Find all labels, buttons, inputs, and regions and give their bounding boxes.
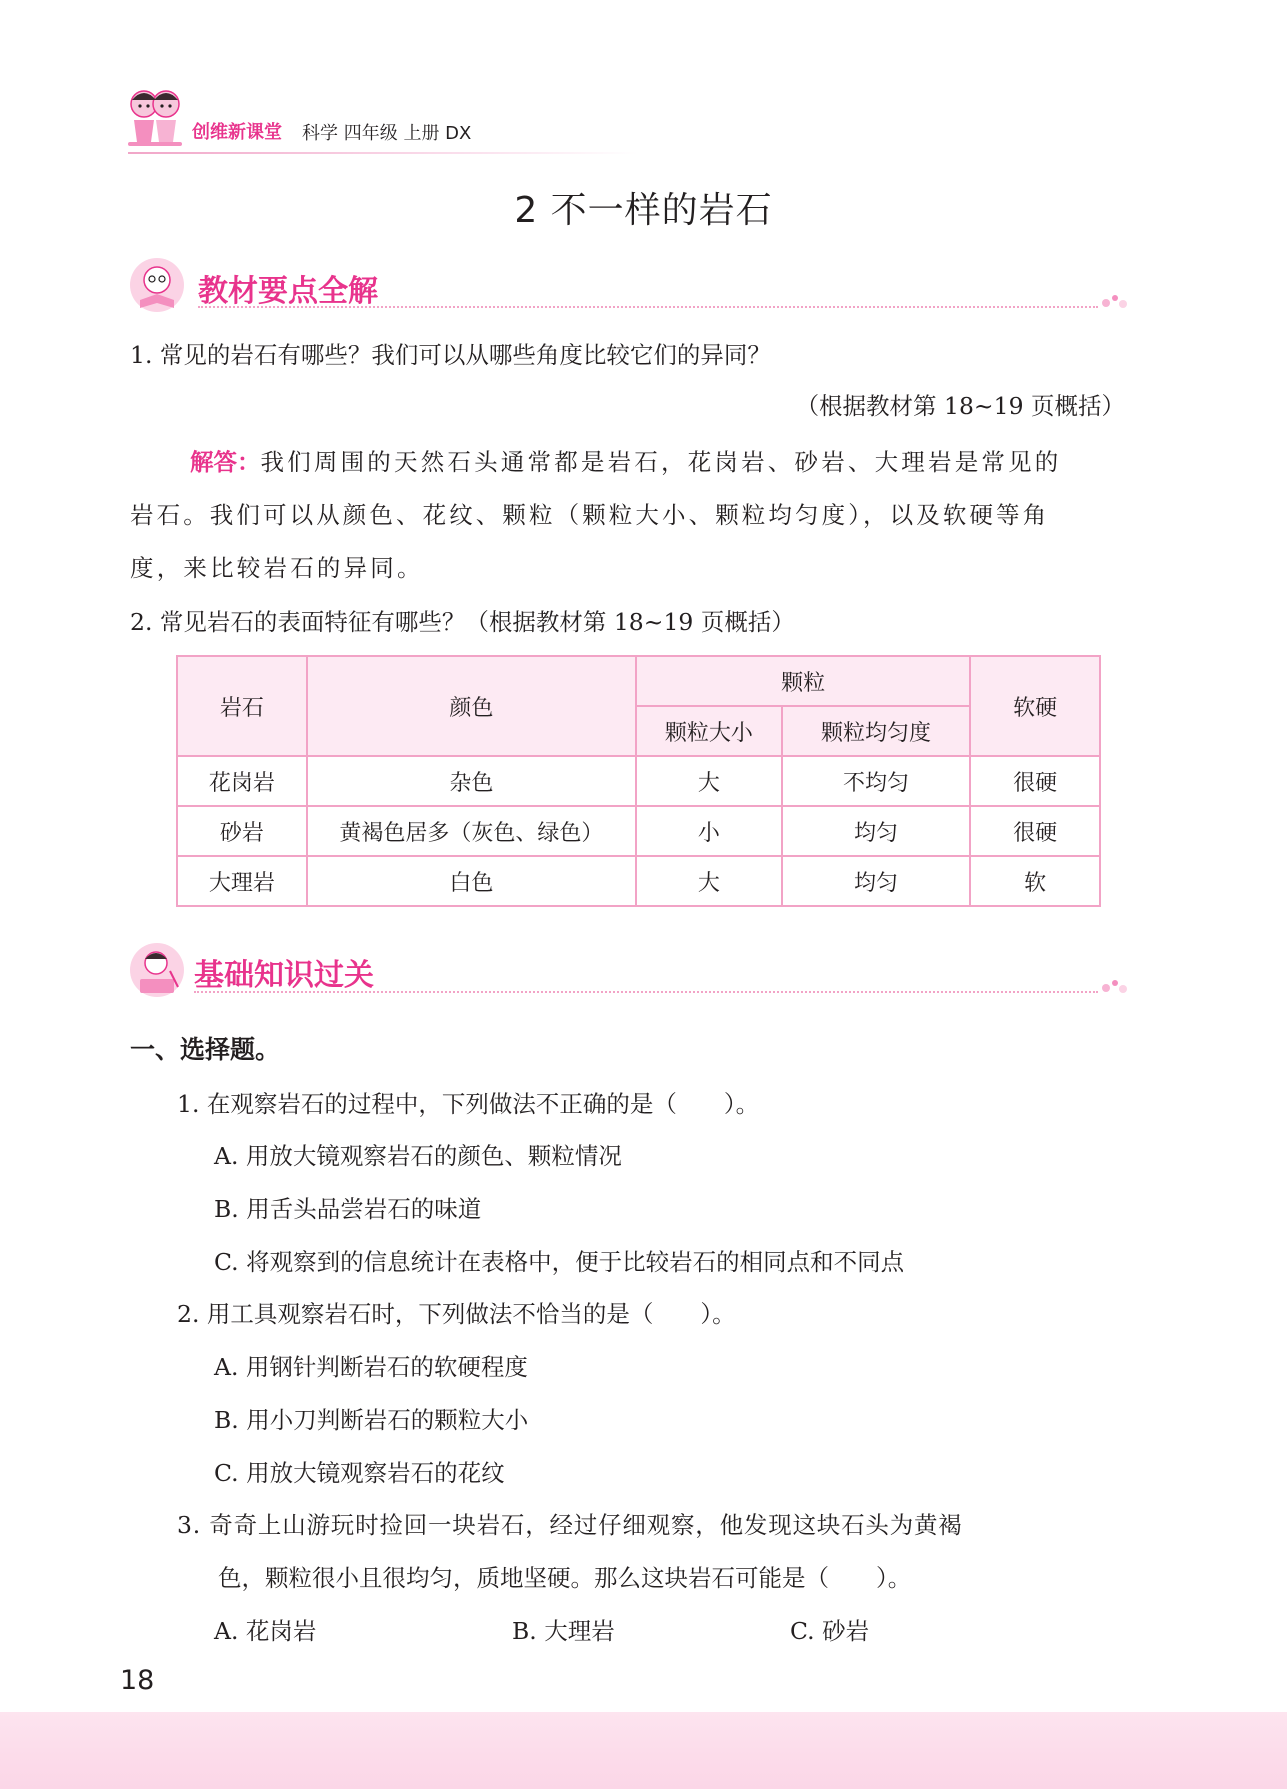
option-c: C. 砂岩 — [790, 1617, 870, 1645]
cell-size: 大 — [636, 756, 782, 806]
cell-color: 白色 — [307, 856, 636, 906]
mascot-logo-icon — [124, 84, 186, 150]
student-writing-icon — [126, 941, 188, 999]
question-2: 2. 常见岩石的表面特征有哪些？（根据教材第 18~19 页概括） — [130, 608, 795, 636]
question-stem: 1. 在观察岩石的过程中，下列做法不正确的是（ ）。 — [177, 1090, 760, 1118]
cell-rock: 花岗岩 — [177, 756, 307, 806]
cell-color: 黄褐色居多（灰色、绿色） — [307, 806, 636, 856]
option-a: A. 用放大镜观察岩石的颜色、颗粒情况 — [214, 1142, 622, 1170]
page-title: 2 不一样的岩石 — [514, 190, 773, 231]
section-divider — [198, 306, 1098, 308]
option-c: C. 将观察到的信息统计在表格中，便于比较岩石的相同点和不同点 — [214, 1248, 905, 1276]
section-title-key-points: 教材要点全解 — [198, 274, 378, 309]
table-row — [177, 806, 1100, 856]
footer-band — [0, 1712, 1287, 1789]
section-title-basic-knowledge: 基础知识过关 — [194, 958, 374, 993]
header-grain-size: 颗粒大小 — [636, 706, 782, 756]
question-1: 1. 常见的岩石有哪些？我们可以从哪些角度比较它们的异同？ — [130, 341, 771, 369]
question-stem: 3. 奇奇上山游玩时捡回一块岩石，经过仔细观察，他发现这块石头为黄褐 — [177, 1511, 963, 1539]
cell-uniformity: 均匀 — [782, 806, 971, 856]
answer-text-1: 我们周围的天然石头通常都是岩石，花岗岩、砂岩、大理岩是常见的 — [260, 448, 1062, 476]
question-1-source: （根据教材第 18~19 页概括） — [795, 392, 1125, 420]
cell-uniformity: 不均匀 — [782, 756, 971, 806]
cell-color: 杂色 — [307, 756, 636, 806]
answer-line-2: 岩石。我们可以从颜色、花纹、颗粒（颗粒大小、颗粒均匀度），以及软硬等角 — [130, 501, 1050, 529]
teacher-reading-icon — [126, 256, 188, 314]
section-divider — [194, 991, 1098, 993]
option-a: A. 花岗岩 — [214, 1617, 317, 1645]
header-rock: 岩石 — [177, 656, 307, 756]
cell-rock: 大理岩 — [177, 856, 307, 906]
question-stem-continued: 色，颗粒很小且很均匀，质地坚硬。那么这块岩石可能是（ ）。 — [218, 1564, 912, 1592]
option-b: B. 大理岩 — [512, 1617, 615, 1645]
cell-uniformity: 均匀 — [782, 856, 971, 906]
header-hardness: 软硬 — [970, 656, 1100, 756]
header-grain-uniformity: 颗粒均匀度 — [782, 706, 971, 756]
decorative-dots-icon — [1100, 977, 1130, 995]
header-grain: 颗粒 — [636, 656, 970, 706]
table-row — [177, 756, 1100, 806]
cell-hardness: 软 — [970, 856, 1100, 906]
option-b: B. 用舌头品尝岩石的味道 — [214, 1195, 482, 1223]
brand-name: 创维新课堂 — [192, 122, 282, 143]
option-b: B. 用小刀判断岩石的颗粒大小 — [214, 1406, 529, 1434]
decorative-dots-icon — [1100, 292, 1130, 310]
book-subject: 科学 四年级 上册 DX — [302, 123, 472, 144]
answer-line-1 — [190, 443, 1062, 477]
option-c: C. 用放大镜观察岩石的花纹 — [214, 1459, 505, 1487]
cell-hardness: 很硬 — [970, 806, 1100, 856]
table-row — [177, 856, 1100, 906]
page-number: 18 — [120, 1665, 155, 1696]
cell-rock: 砂岩 — [177, 806, 307, 856]
header-divider — [128, 152, 638, 154]
answer-line-3: 度，来比较岩石的异同。 — [130, 554, 424, 582]
cell-size: 大 — [636, 856, 782, 906]
rock-features-table — [176, 655, 1101, 907]
option-a: A. 用钢针判断岩石的软硬程度 — [214, 1353, 528, 1381]
cell-size: 小 — [636, 806, 782, 856]
part-heading-choice: 一、选择题。 — [130, 1035, 281, 1064]
header-color: 颜色 — [307, 656, 636, 756]
question-stem: 2. 用工具观察岩石时，下列做法不恰当的是（ ）。 — [177, 1300, 736, 1328]
cell-hardness: 很硬 — [970, 756, 1100, 806]
answer-label: 解答： — [190, 448, 261, 476]
